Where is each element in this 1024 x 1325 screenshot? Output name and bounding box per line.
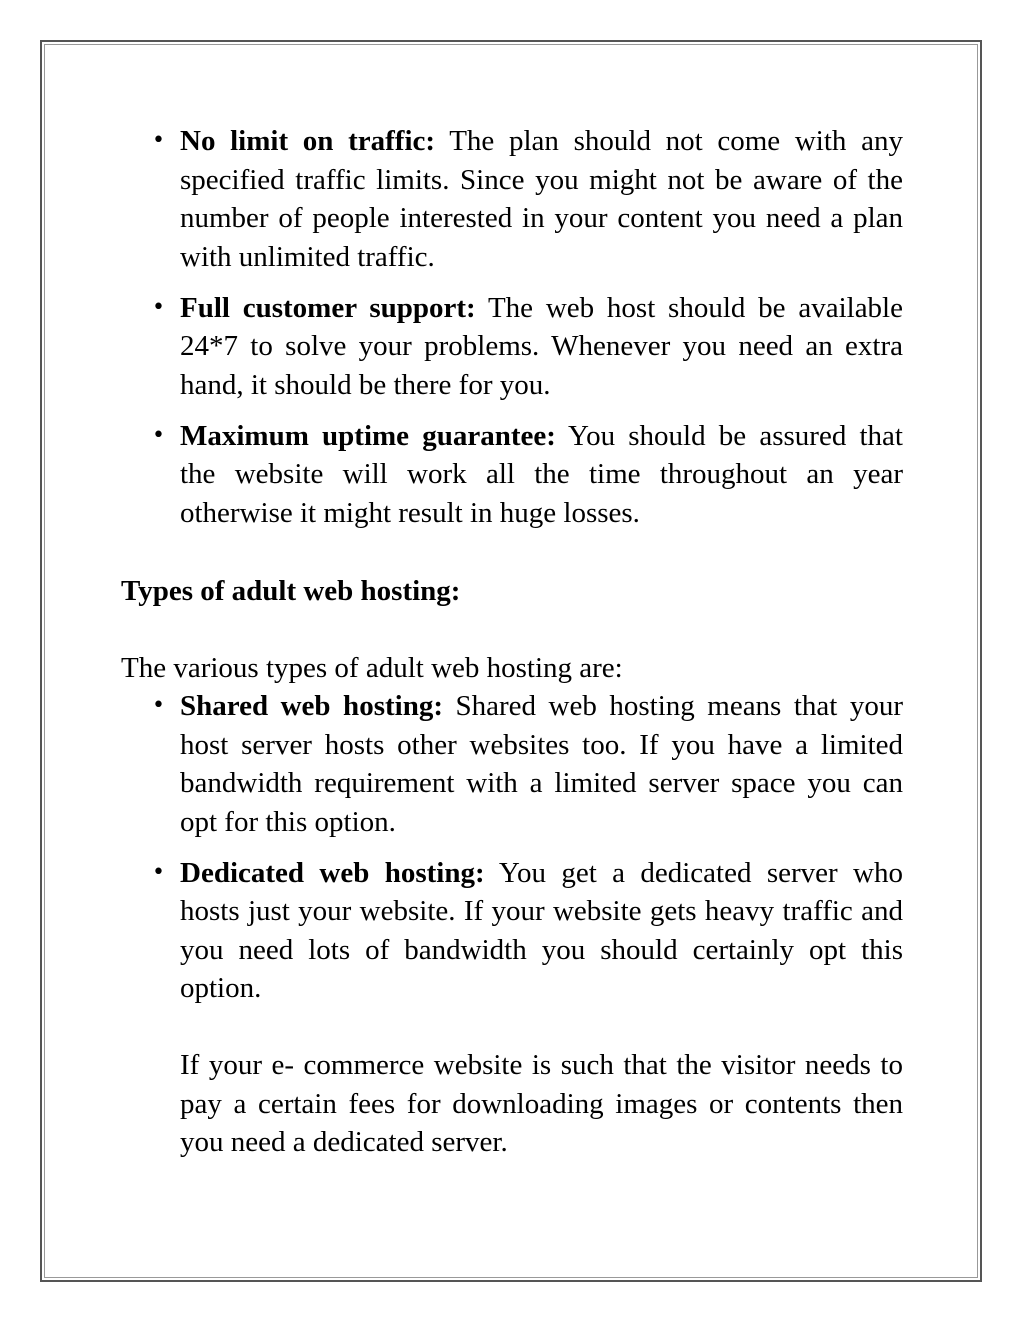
item-term: Full customer support: (180, 291, 476, 324)
item-term: No limit on traffic: (180, 125, 436, 157)
bullet-icon: • (152, 859, 165, 885)
list-item (121, 417, 903, 533)
item-text: You should be assured that the website will work all the time throughout an year otherwise it might result in huge losses. (180, 419, 903, 529)
item-text: The web host should be available 24*7 to solve your problems. Whenever you need an extra hand, it should be there for you. (180, 291, 903, 401)
list-item (121, 687, 903, 841)
item-text: The plan should not come with any specified traffic limits. Since you might not be aware of the number of people interested in your content you need a plan with unlimited traffic. (180, 125, 903, 273)
intro-paragraph: The various types of adult web hosting are: (121, 651, 623, 684)
bullet-icon: • (152, 128, 165, 153)
bullet-icon: • (152, 294, 165, 320)
item-term: Shared web hosting: (180, 690, 443, 722)
list-item (121, 122, 903, 276)
item-text: You get a dedicated server who hosts just your website. If your website gets heavy traffic and you need lots of bandwidth you should certainly opt this option. (180, 856, 903, 1004)
closing-paragraph: If your e- commerce website is such that the visitor needs to pay a certain fees for downloading images or contents then you need a dedicated server. (180, 1049, 903, 1158)
list-item (121, 289, 903, 405)
hosting-types-list (121, 687, 903, 1008)
section-heading: Types of adult web hosting: (121, 575, 461, 607)
bullet-icon: • (152, 422, 165, 448)
features-list (121, 122, 903, 532)
bullet-icon: • (152, 693, 165, 718)
item-term: Maximum uptime guarantee: (180, 419, 556, 452)
document-body (121, 122, 903, 1162)
item-term: Dedicated web hosting: (180, 856, 485, 889)
item-text: Shared web hosting means that your host server hosts other websites too. If you have a limited bandwidth requirement with a limited server space you can opt for this option. (180, 690, 904, 838)
list-item (121, 854, 903, 1008)
